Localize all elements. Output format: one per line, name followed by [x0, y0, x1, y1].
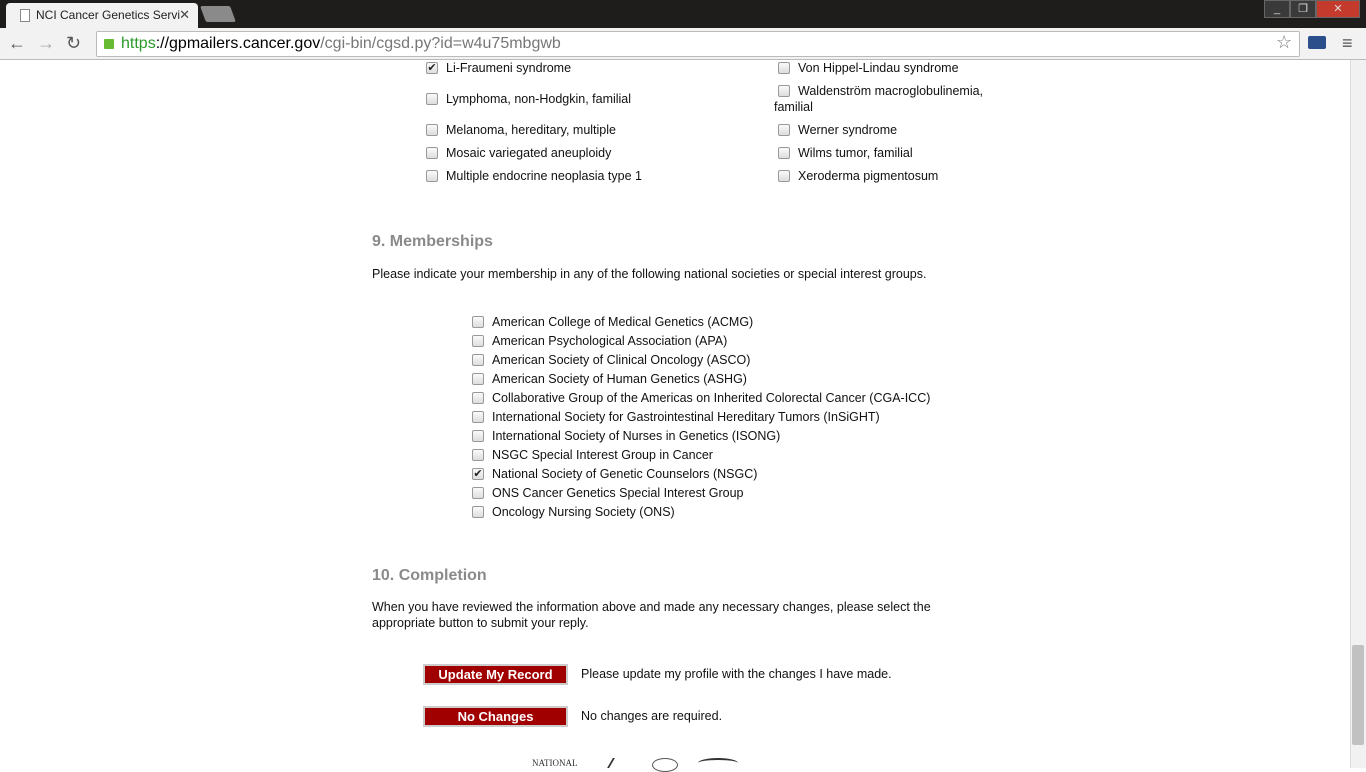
camera-extension-icon[interactable]: [1308, 36, 1326, 49]
membership-checkbox[interactable]: [472, 430, 484, 442]
membership-checkbox[interactable]: [472, 411, 484, 423]
close-tab-icon[interactable]: ✕: [179, 7, 190, 22]
completion-text-1: When you have reviewed the information above and made any necessary changes, please select the: [372, 600, 931, 614]
back-icon[interactable]: ←: [8, 33, 26, 53]
membership-checkbox[interactable]: [472, 506, 484, 518]
membership-label: Collaborative Group of the Americas on Inherited Colorectal Cancer (CGA-ICC): [492, 391, 931, 405]
syndrome-checkbox[interactable]: [778, 85, 790, 97]
tab-title: NCI Cancer Genetics Servi: [36, 8, 181, 22]
forward-icon[interactable]: →: [37, 33, 55, 53]
syndrome-checkbox[interactable]: [426, 170, 438, 182]
footer-logo-nci: NATIONAL: [532, 758, 578, 768]
syndrome-label: Li-Fraumeni syndrome: [446, 61, 572, 75]
membership-label: NSGC Special Interest Group in Cancer: [492, 448, 713, 462]
lock-icon: [104, 39, 114, 49]
membership-checkbox[interactable]: [472, 373, 484, 385]
update-my-record-button[interactable]: Update My Record: [423, 664, 568, 685]
syndrome-checkbox[interactable]: [778, 147, 790, 159]
membership-label: Oncology Nursing Society (ONS): [492, 505, 675, 519]
membership-label: National Society of Genetic Counselors (NSGC): [492, 467, 758, 481]
membership-label: ONS Cancer Genetics Special Interest Group: [492, 486, 744, 500]
url-scheme: https: [121, 35, 156, 52]
url-host: ://gpmailers.cancer.gov: [155, 35, 321, 52]
syndrome-label-cont: familial: [774, 100, 813, 114]
reload-icon[interactable]: ↻: [66, 33, 82, 53]
membership-label: International Society for Gastrointestinal Hereditary Tumors (InSiGHT): [492, 410, 880, 424]
syndrome-label: Xeroderma pigmentosum: [798, 169, 939, 183]
membership-label: American Psychological Association (APA): [492, 334, 728, 348]
membership-label: American Society of Clinical Oncology (ASCO): [492, 353, 751, 367]
new-tab-button[interactable]: [200, 6, 236, 22]
toolbar: [0, 28, 1366, 60]
syndrome-label: Werner syndrome: [798, 123, 898, 137]
membership-checkbox[interactable]: [472, 316, 484, 328]
syndrome-label: Melanoma, hereditary, multiple: [446, 123, 616, 137]
completion-text-2: appropriate button to submit your reply.: [372, 616, 589, 630]
footer-logo-hhs: [607, 758, 627, 768]
memberships-intro: Please indicate your membership in any of the following national societies or special interest groups.: [372, 267, 927, 281]
no-changes-button[interactable]: No Changes: [423, 706, 568, 727]
membership-checkbox[interactable]: [472, 449, 484, 461]
membership-checkbox[interactable]: [472, 354, 484, 366]
page-icon: [20, 9, 30, 22]
menu-icon[interactable]: ≡: [1342, 33, 1353, 53]
membership-checkbox[interactable]: [472, 392, 484, 404]
membership-label: American Society of Human Genetics (ASHG): [492, 372, 747, 386]
syndrome-label: Multiple endocrine neoplasia type 1: [446, 169, 642, 183]
syndrome-checkbox[interactable]: [426, 147, 438, 159]
scrollbar-thumb[interactable]: [1352, 645, 1364, 745]
syndrome-label: Waldenström macroglobulinemia,: [798, 84, 984, 98]
address-bar[interactable]: [96, 31, 1300, 57]
syndrome-checkbox[interactable]: [778, 62, 790, 74]
syndrome-checkbox[interactable]: [778, 170, 790, 182]
completion-heading: 10. Completion: [372, 567, 487, 584]
close-window-button[interactable]: ✕: [1316, 0, 1360, 18]
membership-checkbox[interactable]: [472, 487, 484, 499]
syndrome-checkbox[interactable]: [778, 124, 790, 136]
membership-checkbox[interactable]: [472, 335, 484, 347]
syndrome-label: Mosaic variegated aneuploidy: [446, 146, 612, 160]
update-description: Please update my profile with the changes I have made.: [581, 667, 892, 681]
syndrome-label: Wilms tumor, familial: [798, 146, 913, 160]
syndrome-checkbox[interactable]: ✔: [427, 62, 437, 74]
url-path: /cgi-bin/cgsd.py?id=w4u75mbgwb: [320, 35, 561, 52]
minimize-button[interactable]: _: [1264, 0, 1290, 18]
tab-bar: [0, 0, 1366, 28]
no-changes-description: No changes are required.: [581, 709, 723, 723]
membership-checkbox[interactable]: ✔: [473, 468, 483, 480]
bookmark-star-icon[interactable]: ☆: [1276, 32, 1293, 52]
syndrome-label: Lymphoma, non-Hodgkin, familial: [446, 92, 632, 106]
maximize-button[interactable]: ❐: [1290, 0, 1316, 18]
syndrome-checkbox[interactable]: [426, 93, 438, 105]
membership-label: International Society of Nurses in Genetics (ISONG): [492, 429, 781, 443]
footer-logo-usa: [698, 758, 738, 768]
footer-logo-seal: [652, 758, 678, 772]
memberships-heading: 9. Memberships: [372, 233, 493, 250]
syndrome-label: Von Hippel-Lindau syndrome: [798, 61, 959, 75]
browser-tab[interactable]: [6, 3, 198, 28]
syndrome-checkbox[interactable]: [426, 124, 438, 136]
membership-label: American College of Medical Genetics (ACMG): [492, 315, 754, 329]
